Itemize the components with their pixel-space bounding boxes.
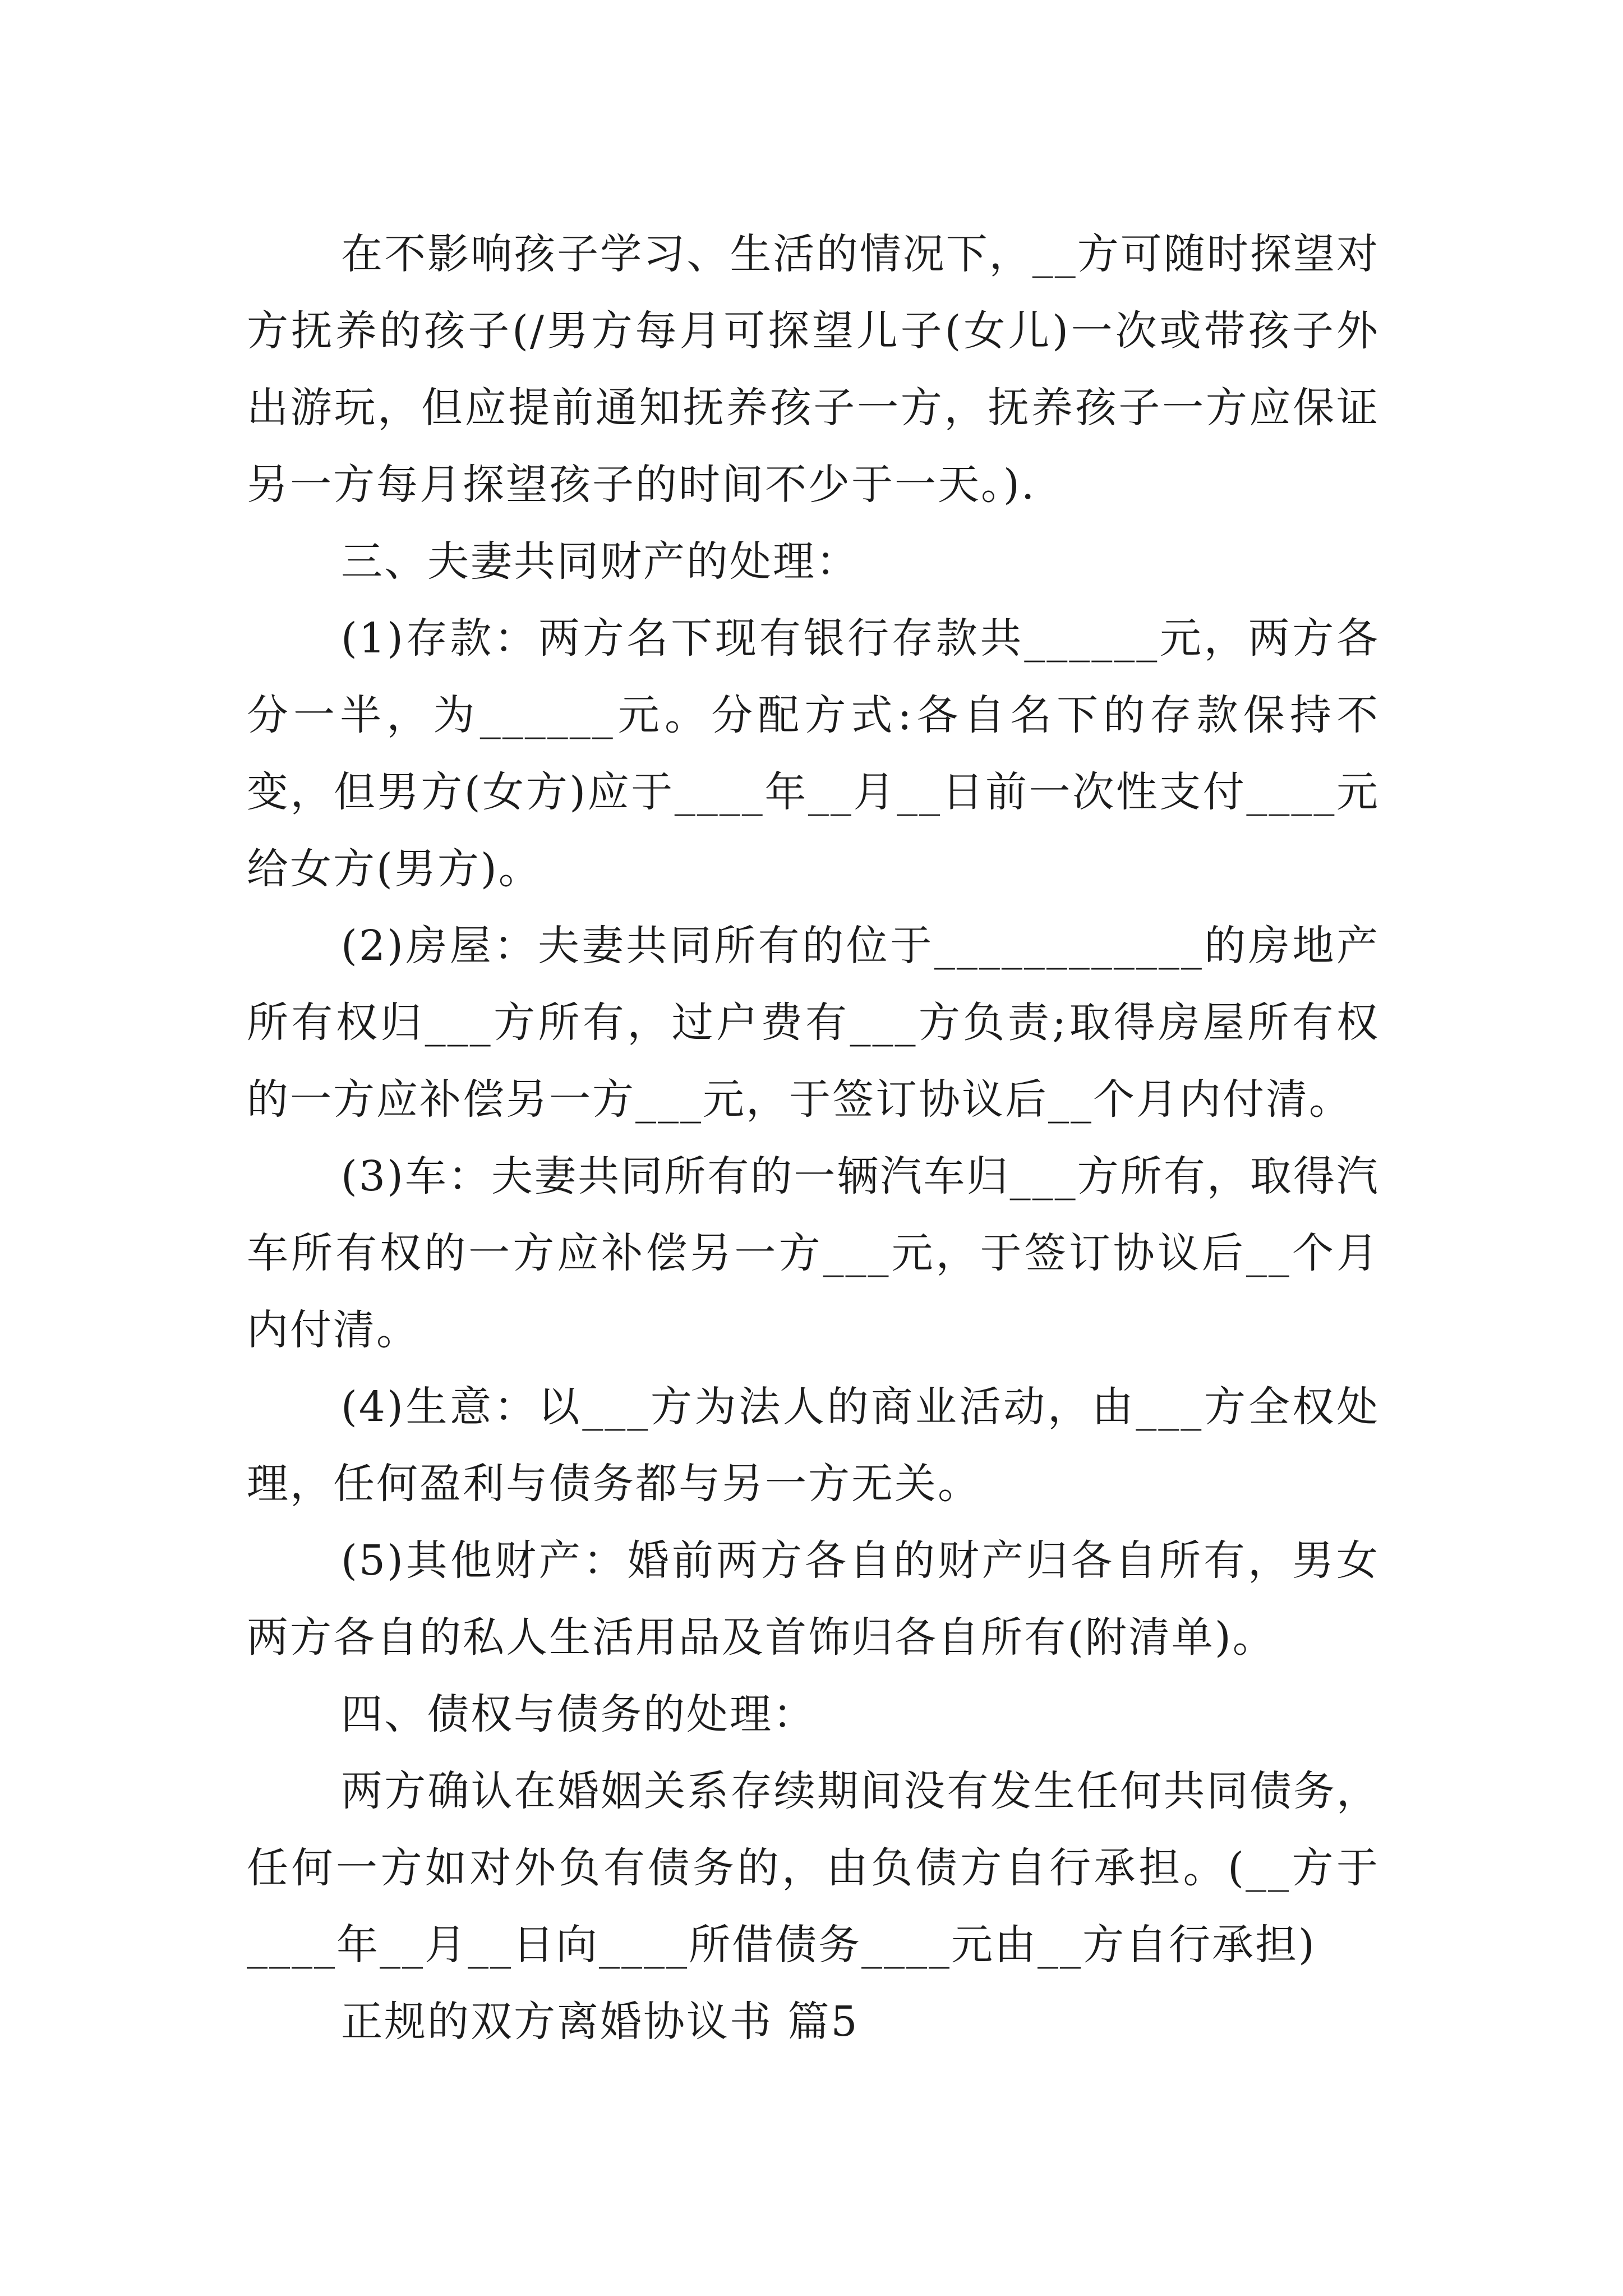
heading-debts: 四、债权与债务的处理： [341,1690,816,1738]
document-body [247,216,1380,2060]
heading-joint-property: 三、夫妻共同财产的处理： [341,537,859,586]
paragraph-business: (4)生意：以___方为法人的商业活动，由___方全权处理，任何盈利与债务都与另一方无关。 [247,1383,1380,1508]
paragraph-car: (3)车：夫妻共同所有的一辆汽车归___方所有，取得汽车所有权的一方应补偿另一方___元，于签订协议后__个月内付清。 [247,1152,1380,1354]
paragraph-debts: 两方确认在婚姻关系存续期间没有发生任何共同债务，任何一方如对外负有债务的，由负债方自行承担。(__方于____年__月__日向____所借债务____元由__方自行承担) [247,1767,1380,1969]
section-title-part5: 正规的双方离婚协议书 篇5 [341,1998,859,2046]
paragraph-deposits: (1)存款：两方名下现有银行存款共______元，两方各分一半，为______元。分配方式:各自名下的存款保持不变，但男方(女方)应于____年__月__日前一次性支付____元给女方(男方)。 [247,614,1380,893]
paragraph-house: (2)房屋：夫妻共同所有的位于____________的房地产所有权归___方所有，过户费有___方负责;取得房屋所有权的一方应补偿另一方___元，于签订协议后__个月内付清。 [247,922,1380,1124]
paragraph-visitation: 在不影响孩子学习、生活的情况下，__方可随时探望对方抚养的孩子(/男方每月可探望儿子(女儿)一次或带孩子外出游玩，但应提前通知抚养孩子一方，抚养孩子一方应保证另一方每月探望孩子的时间不少于一天。). [247,230,1380,509]
paragraph-other-property: (5)其他财产：婚前两方各自的财产归各自所有，男女两方各自的私人生活用品及首饰归各自所有(附清单)。 [247,1536,1380,1662]
